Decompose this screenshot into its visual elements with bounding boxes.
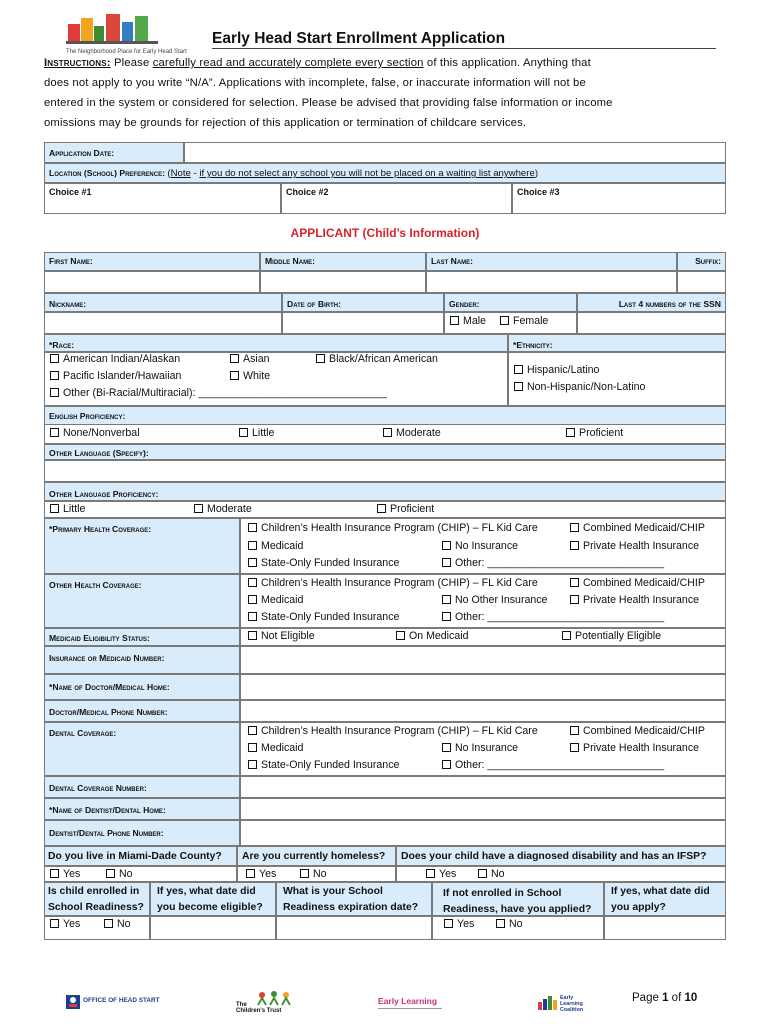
- office-of-head-start-logo: [66, 995, 166, 1013]
- olp-proficient[interactable]: [377, 502, 434, 516]
- primary-medicaid[interactable]: [248, 539, 303, 553]
- option-label: Other: ______________________________: [455, 557, 665, 569]
- primary-private[interactable]: [570, 539, 699, 553]
- choice-2-label: Choice #2: [286, 187, 329, 197]
- note-dash: -: [190, 168, 200, 179]
- checkbox-icon: [500, 316, 509, 325]
- application-date-input[interactable]: [184, 142, 726, 163]
- choice-1-field[interactable]: [44, 183, 281, 214]
- other-combined[interactable]: [570, 576, 705, 590]
- primary-health-label: *Primary Health Coverage:: [44, 518, 240, 574]
- checkbox-icon: [194, 504, 203, 513]
- title-rule: [212, 48, 716, 49]
- homeless-question: [237, 846, 396, 866]
- checkbox-icon: [248, 726, 257, 735]
- checkbox-icon: [248, 595, 257, 604]
- page-prefix: Page: [632, 992, 659, 1004]
- dentist-phone-label: Dentist/Dental Phone Number:: [44, 820, 240, 846]
- instructions-line: omissions may be grounds for rejection of this application or termination of childcare services.: [44, 117, 527, 129]
- option-label: Proficient: [390, 503, 435, 515]
- applied-label: If not enrolled in School: [443, 888, 562, 899]
- on-medicaid-checkbox[interactable]: [396, 629, 468, 643]
- choice-1-label: Choice #1: [49, 187, 92, 197]
- note-paren: (: [167, 168, 171, 179]
- checkbox-icon: [450, 316, 459, 325]
- yes-label: Yes: [457, 918, 475, 930]
- option-label: American Indian/Alaskan: [63, 353, 181, 365]
- miami-yes[interactable]: [50, 867, 80, 881]
- option-label: Asian: [243, 353, 270, 365]
- option-label: State-Only Funded Insurance: [261, 557, 400, 569]
- checkbox-icon: [239, 428, 248, 437]
- checkbox-icon: [248, 578, 257, 587]
- page-current: 1: [662, 992, 669, 1004]
- other-private[interactable]: [570, 593, 699, 607]
- checkbox-icon: [300, 869, 309, 878]
- eligible-date-label: you become eligible?: [157, 902, 263, 913]
- ethnicity-label: *Ethnicity:: [508, 334, 726, 352]
- dental-number-input[interactable]: [240, 776, 726, 798]
- checkbox-icon: [570, 541, 579, 550]
- dental-chip[interactable]: [248, 724, 538, 738]
- sr-enrolled-label: Is child enrolled in: [48, 886, 140, 897]
- yes-label: Yes: [63, 918, 81, 930]
- race-white[interactable]: [230, 369, 270, 383]
- checkbox-icon: [442, 595, 451, 604]
- ssn-input[interactable]: [577, 312, 726, 334]
- dental-number-label: Dental Coverage Number:: [44, 776, 240, 798]
- head-start-logo-text: OFFICE OF HEAD START: [83, 997, 160, 1004]
- miami-dade-label: Do you live in Miami-Dade County?: [48, 851, 222, 862]
- checkbox-icon: [442, 541, 451, 550]
- dob-input[interactable]: [282, 312, 444, 334]
- checkbox-icon: [562, 631, 571, 640]
- checkbox-icon: [248, 523, 257, 532]
- option-label: Non-Hispanic/Non-Latino: [527, 381, 646, 393]
- coalition-text: Early Learning Coalition: [560, 995, 584, 1013]
- instructions-line: entered in the system or considered for selection. Please be advised that providing false information or income: [44, 97, 613, 109]
- ethnicity-hispanic[interactable]: [514, 363, 599, 377]
- checkbox-icon: [377, 504, 386, 513]
- instructions-emphasis: carefully read and accurately complete every section: [152, 57, 424, 69]
- early-learning-text: Early Learning: [378, 996, 438, 1006]
- checkbox-icon: [442, 760, 451, 769]
- ifsp-label: Does your child have a diagnosed disability and has an IFSP?: [401, 851, 707, 862]
- checkbox-icon: [496, 919, 505, 928]
- potentially-eligible-checkbox[interactable]: [562, 629, 661, 643]
- suffix-input[interactable]: [677, 271, 726, 293]
- early-learning-coalition-logo: [538, 993, 588, 1015]
- checkbox-icon: [566, 428, 575, 437]
- instructions: [44, 53, 730, 133]
- doctor-name-input[interactable]: [240, 674, 726, 700]
- primary-other[interactable]: [442, 556, 664, 570]
- medicaid-eligibility-label: Medicaid Eligibility Status:: [44, 628, 240, 646]
- checkbox-icon: [248, 760, 257, 769]
- prof-proficient[interactable]: [566, 426, 623, 440]
- option-label: Black/African American: [329, 353, 438, 365]
- eligible-date-input[interactable]: [150, 916, 276, 940]
- expiration-date-input[interactable]: [276, 916, 432, 940]
- nickname-input[interactable]: [44, 312, 282, 334]
- option-label: Other: ______________________________: [455, 611, 665, 623]
- race-label: *Race:: [44, 334, 508, 352]
- eligible-date-label: If yes, what date did: [157, 886, 256, 897]
- prof-little[interactable]: [239, 426, 274, 440]
- race-black[interactable]: [316, 352, 438, 366]
- option-label: Children’s Health Insurance Program (CHIP) – FL Kid Care: [261, 522, 538, 534]
- doctor-phone-label: Doctor/Medical Phone Number:: [44, 700, 240, 722]
- note-text: if you do not select any school you will not be placed on a waiting list anywhere: [199, 168, 535, 179]
- checkbox-icon: [396, 631, 405, 640]
- other-chip[interactable]: [248, 576, 538, 590]
- checkbox-icon: [570, 595, 579, 604]
- other-medicaid[interactable]: [248, 593, 303, 607]
- childrens-trust-logo: [236, 990, 306, 1016]
- primary-state-only[interactable]: [248, 556, 399, 570]
- expiration-question: [276, 882, 432, 916]
- dental-coverage-label: Dental Coverage:: [44, 722, 240, 776]
- other-state-only[interactable]: [248, 610, 399, 624]
- english-proficiency-label: English Proficiency:: [49, 411, 126, 421]
- dental-private[interactable]: [570, 741, 699, 755]
- race-american-indian[interactable]: [50, 352, 180, 366]
- option-label: Private Health Insurance: [583, 742, 700, 754]
- doctor-name-label: *Name of Doctor/Medical Home:: [44, 674, 240, 700]
- apply-date-label: If yes, what date did: [611, 886, 710, 897]
- ethnicity-options: [508, 352, 726, 406]
- other-language-input[interactable]: [44, 460, 726, 482]
- dentist-name-input[interactable]: [240, 798, 726, 820]
- page-total: 10: [684, 992, 698, 1004]
- not-eligible-checkbox[interactable]: [248, 629, 315, 643]
- option-label: Children’s Health Insurance Program (CHIP) – FL Kid Care: [261, 577, 538, 589]
- option-label: Medicaid: [261, 540, 304, 552]
- page-title: Early Head Start Enrollment Application: [212, 30, 506, 47]
- checkbox-icon: [570, 743, 579, 752]
- checkbox-icon: [478, 869, 487, 878]
- ifsp-yes[interactable]: [426, 867, 456, 881]
- ifsp-question: [396, 846, 726, 866]
- miami-no[interactable]: [106, 867, 133, 881]
- prof-moderate[interactable]: [383, 426, 441, 440]
- other-other[interactable]: [442, 610, 664, 624]
- ssn-label: Last 4 numbers of the SSN: [577, 293, 726, 312]
- male-checkbox[interactable]: [450, 314, 486, 328]
- application-date-label: Application Date:: [44, 142, 184, 163]
- apply-date-question: [604, 882, 726, 916]
- other-language-proficiency-label: Other Language Proficiency:: [44, 482, 726, 501]
- checkbox-icon: [442, 743, 451, 752]
- checkbox-icon: [50, 428, 59, 437]
- page-number: [632, 992, 697, 1004]
- checkbox-icon: [248, 631, 257, 640]
- choice-3-label: Choice #3: [517, 187, 560, 197]
- checkbox-icon: [248, 612, 257, 621]
- nickname-label: Nickname:: [44, 293, 282, 312]
- option-label: Hispanic/Latino: [527, 364, 600, 376]
- option-label: White: [243, 370, 271, 382]
- race-pacific-islander[interactable]: [50, 369, 181, 383]
- option-label: Little: [63, 503, 86, 515]
- childrens-trust-icon: [256, 990, 296, 1006]
- checkbox-icon: [50, 919, 59, 928]
- male-label: Male: [463, 315, 486, 327]
- checkbox-icon: [230, 354, 239, 363]
- option-label: Combined Medicaid/CHIP: [583, 577, 705, 589]
- checkbox-icon: [570, 726, 579, 735]
- sr-no[interactable]: [104, 917, 131, 931]
- option-label: State-Only Funded Insurance: [261, 611, 400, 623]
- last-name-label: Last Name:: [426, 252, 677, 271]
- checkbox-icon: [444, 919, 453, 928]
- yes-label: Yes: [63, 868, 81, 880]
- checkbox-icon: [316, 354, 325, 363]
- other-health-label: Other Health Coverage:: [44, 574, 240, 628]
- apply-date-input[interactable]: [604, 916, 726, 940]
- homeless-no[interactable]: [300, 867, 327, 881]
- option-label: Children’s Health Insurance Program (CHIP) – FL Kid Care: [261, 725, 538, 737]
- option-label: Moderate: [396, 427, 441, 439]
- doctor-phone-input[interactable]: [240, 700, 726, 722]
- applied-yes[interactable]: [444, 917, 474, 931]
- instructions-text: Please: [113, 57, 150, 69]
- choice-3-field[interactable]: [512, 183, 726, 214]
- checkbox-icon: [50, 504, 59, 513]
- checkbox-icon: [230, 371, 239, 380]
- location-preference-row: [44, 163, 726, 183]
- checkbox-icon: [104, 919, 113, 928]
- checkbox-icon: [514, 365, 523, 374]
- checkbox-icon: [50, 371, 59, 380]
- applied-question: [432, 882, 604, 916]
- option-label: No Insurance: [455, 540, 519, 552]
- option-label: Moderate: [207, 503, 252, 515]
- other-language-label: Other Language (Specify):: [44, 444, 726, 460]
- expiration-label: Readiness expiration date?: [283, 902, 419, 913]
- middle-name-input[interactable]: [260, 271, 426, 293]
- first-name-input[interactable]: [44, 271, 260, 293]
- option-label: State-Only Funded Insurance: [261, 759, 400, 771]
- location-preference-label: Location (School) Preference:: [49, 168, 165, 178]
- dob-label: Date of Birth:: [282, 293, 444, 312]
- no-label: No: [509, 918, 523, 930]
- option-label: Other (Bi-Racial/Multiracial): ________________________________: [63, 387, 387, 399]
- option-label: None/Nonverbal: [63, 427, 140, 439]
- instructions-line: does not apply to you write “N/A”. Applications with incomplete, false, or inaccurate information will not be: [44, 77, 586, 89]
- checkbox-icon: [106, 869, 115, 878]
- dentist-name-label: *Name of Dentist/Dental Home:: [44, 798, 240, 820]
- olp-moderate[interactable]: [194, 502, 252, 516]
- head-start-icon: [66, 995, 80, 1009]
- option-label: Proficient: [579, 427, 624, 439]
- instructions-text: of this application. Anything that: [426, 57, 591, 69]
- option-label: No Other Insurance: [455, 594, 548, 606]
- ifsp-no[interactable]: [478, 867, 505, 881]
- option-label: Private Health Insurance: [583, 594, 700, 606]
- option-label: No Insurance: [455, 742, 519, 754]
- ethnicity-non-hispanic[interactable]: [514, 380, 645, 394]
- coalition-icon: [538, 996, 558, 1010]
- checkbox-icon: [514, 382, 523, 391]
- choice-2-field[interactable]: [281, 183, 512, 214]
- checkbox-icon: [248, 743, 257, 752]
- homeless-yes[interactable]: [246, 867, 276, 881]
- checkbox-icon: [50, 869, 59, 878]
- olp-little[interactable]: [50, 502, 85, 516]
- checkbox-icon: [248, 541, 257, 550]
- checkbox-icon: [570, 578, 579, 587]
- option-label: Private Health Insurance: [583, 540, 700, 552]
- eligible-date-question: [150, 882, 276, 916]
- sr-yes[interactable]: [50, 917, 80, 931]
- other-no-other-insurance[interactable]: [442, 593, 547, 607]
- option-label: Little: [252, 427, 275, 439]
- prof-none[interactable]: [50, 426, 140, 440]
- no-label: No: [117, 918, 131, 930]
- note-paren: ): [534, 168, 539, 179]
- yes-label: Yes: [439, 868, 457, 880]
- primary-chip[interactable]: [248, 521, 538, 535]
- early-learning-logo: [378, 996, 448, 1014]
- option-label: Pacific Islander/Hawaiian: [63, 370, 182, 382]
- first-name-label: First Name:: [44, 252, 260, 271]
- instructions-label: Instructions:: [44, 57, 111, 69]
- yes-label: Yes: [259, 868, 277, 880]
- option-label: Combined Medicaid/CHIP: [583, 725, 705, 737]
- miami-dade-question: [44, 846, 237, 866]
- option-label: Not Eligible: [261, 630, 315, 642]
- dental-no-insurance[interactable]: [442, 741, 518, 755]
- checkbox-icon: [570, 523, 579, 532]
- checkbox-icon: [50, 388, 59, 397]
- dental-medicaid[interactable]: [248, 741, 303, 755]
- suffix-label: Suffix:: [677, 252, 726, 271]
- checkbox-icon: [246, 869, 255, 878]
- dental-state-only[interactable]: [248, 758, 399, 772]
- homeless-label: Are you currently homeless?: [242, 851, 386, 862]
- no-label: No: [119, 868, 133, 880]
- checkbox-icon: [50, 354, 59, 363]
- last-name-input[interactable]: [426, 271, 677, 293]
- no-label: No: [313, 868, 327, 880]
- checkbox-icon: [442, 612, 451, 621]
- race-other[interactable]: [50, 386, 387, 400]
- dental-combined[interactable]: [570, 724, 705, 738]
- female-label: Female: [513, 315, 549, 327]
- gender-label: Gender:: [444, 293, 577, 312]
- option-label: Combined Medicaid/CHIP: [583, 522, 705, 534]
- checkbox-icon: [426, 869, 435, 878]
- sr-enrolled-question: [44, 882, 150, 916]
- note-label: Note: [170, 168, 191, 179]
- childrens-trust-text: Children's Trust: [236, 1008, 282, 1014]
- sr-enrolled-label: School Readiness?: [48, 902, 144, 913]
- insurance-number-input[interactable]: [240, 646, 726, 674]
- early-learning-rule: [378, 1008, 442, 1009]
- expiration-label: What is your School: [283, 886, 383, 897]
- applied-no[interactable]: [496, 917, 523, 931]
- race-asian[interactable]: [230, 352, 270, 366]
- no-label: No: [491, 868, 505, 880]
- female-checkbox[interactable]: [500, 314, 548, 328]
- applicant-heading: APPLICANT (Child’s Information): [290, 226, 480, 240]
- page-of: of: [671, 992, 682, 1004]
- apply-date-label: you apply?: [611, 902, 666, 913]
- checkbox-icon: [248, 558, 257, 567]
- middle-name-label: Middle Name:: [260, 252, 426, 271]
- applied-label: Readiness, have you applied?: [443, 904, 592, 915]
- childrens-trust-text: The: [236, 1002, 247, 1008]
- insurance-number-label: Insurance or Medicaid Number:: [44, 646, 240, 674]
- option-label: Potentially Eligible: [575, 630, 661, 642]
- primary-combined[interactable]: [570, 521, 705, 535]
- option-label: Medicaid: [261, 742, 304, 754]
- program-logo: [66, 12, 187, 55]
- option-label: Other: ______________________________: [455, 759, 665, 771]
- option-label: On Medicaid: [409, 630, 469, 642]
- logo-caption: The Neighborhood Place for Early Head Start: [66, 49, 187, 55]
- checkbox-icon: [442, 558, 451, 567]
- dentist-phone-input[interactable]: [240, 820, 726, 846]
- primary-no-insurance[interactable]: [442, 539, 518, 553]
- option-label: Medicaid: [261, 594, 304, 606]
- dental-other[interactable]: [442, 758, 664, 772]
- checkbox-icon: [383, 428, 392, 437]
